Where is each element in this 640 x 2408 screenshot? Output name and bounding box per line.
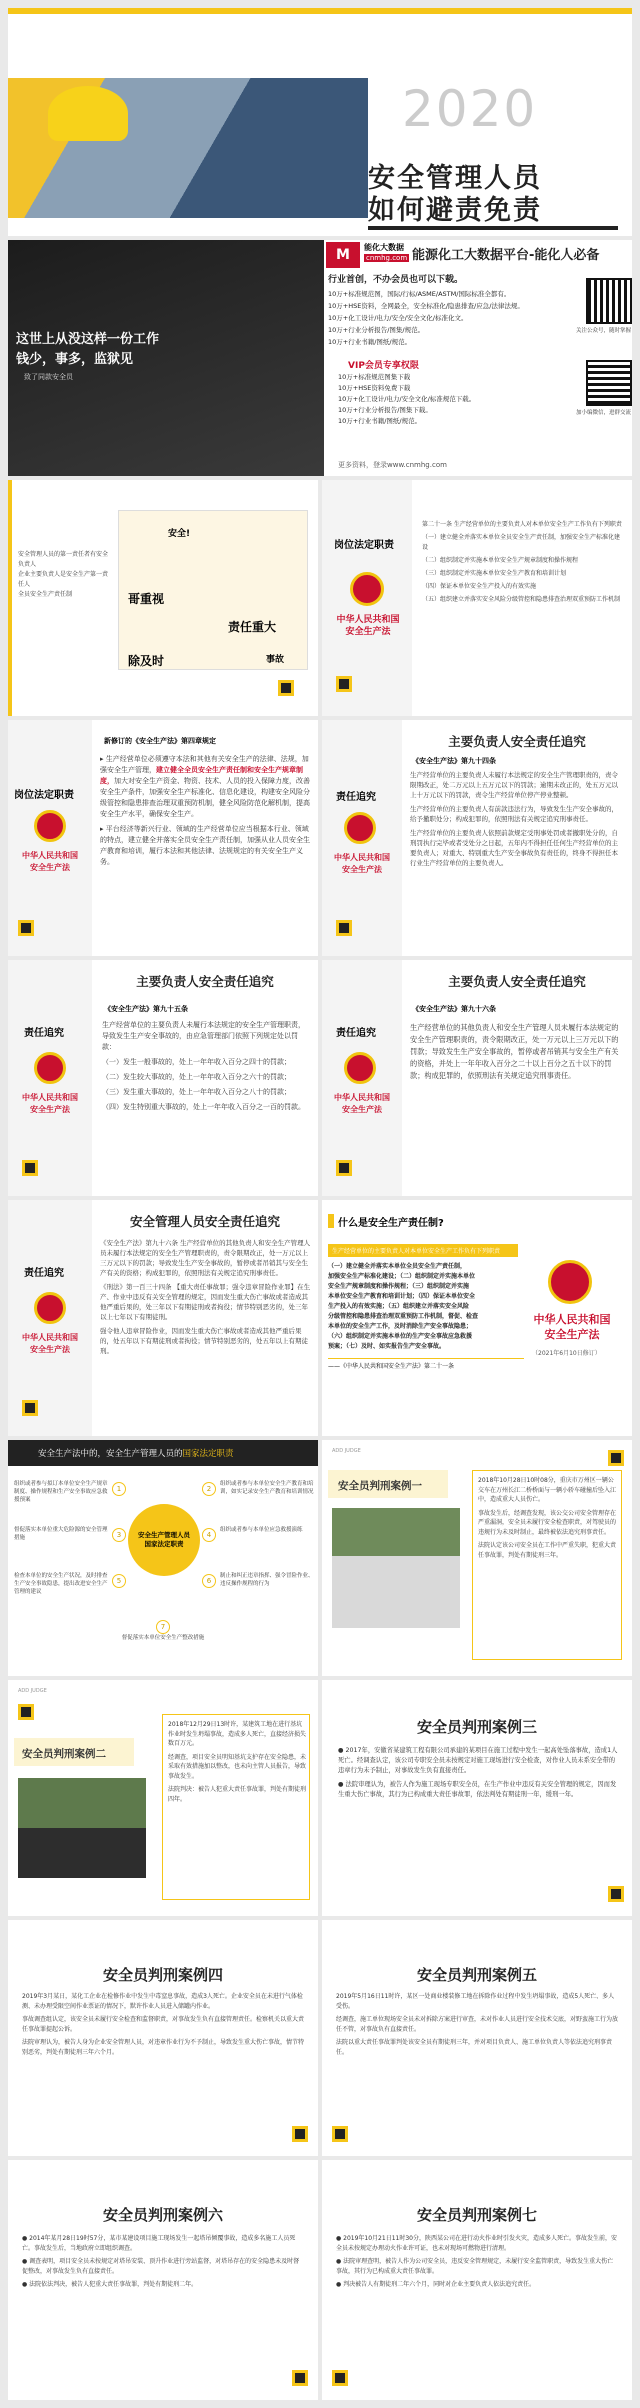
slide-10 [322,1200,632,1436]
slide-14-title: 安全员判刑案例三 [416,1718,537,1736]
list-item: （六）组织制定并实施本单位的生产安全事故应急救援 [328,1333,473,1340]
left-bar [8,480,12,716]
duty-number: 2 [202,1482,216,1496]
cartoon-label-4: 除及时 [128,654,165,668]
slide-15 [8,1920,318,2156]
slide-9-text: 《安全生产法》第九十六条 生产经营单位的其他负责人和安全生产管理人员未履行本法规定的安全生产管理职责的，责令限期改正，处一万元以上三万元以下的罚款；导致发生生产安全事故的，暂停或者吊销其与安全生产有关的资格；构成犯罪的，依照刑法有关规定追究刑事责任。 《刑法》第一百三十四条 【重大责任事故罪；强令违章冒险作业罪】在生产、作业中违反有关安全管理的规定，因而发生重大伤亡事故或者造成其他严重后果的，处三年以下有期徒刑或者拘役；情节特别恶劣的，处三年以上七年以下有期徒刑。 强令他人违章冒险作业，因而发生重大伤亡事故或者造成其他严重后果的，处五年以下有期徒刑或者拘役；情节特别恶劣的，处五年以上有期徒刑。 [100,1239,311,1355]
list-item: 企业主要负责人是安全生产第一责任人 [18,571,109,588]
slide-12-tag: ADD JUDGE [332,1448,361,1454]
corner-square [336,1160,352,1176]
duty-item: 组织或者参与本单位应急救援演练 [220,1527,303,1533]
list-item: 分级管控和隐患排查治理双重预防工作机制，督促、检查 [328,1313,479,1320]
list-item: （二）组织制定并实施本单位安全生产规章制度和操作规程 [422,557,579,564]
vip-list [338,372,568,427]
cover-title-1: 安全管理人员 [368,163,542,194]
national-emblem [344,1052,376,1084]
slide-5-title: 岗位法定职责 [14,790,74,801]
slide-10-text [328,1262,524,1352]
list-item: （四）保证本单位安全生产投入的有效实施 [422,583,537,590]
promo-line-3: 致了同款安全员 [24,373,73,381]
national-emblem [344,812,376,844]
duty-number: 7 [156,1620,170,1634]
slide-cover [8,8,632,236]
list-item: 安全生产规章制度和操作规程；（三）组织制定并实施 [328,1283,470,1290]
more-link[interactable]: 更多资料，登录www.cnmhg.com [338,461,447,469]
list-item: （三）发生重大事故的，处上一年年收入百分之八十的罚款； [102,1088,291,1096]
slide-13-title: 安全员判刑案例二 [22,1748,106,1760]
accident-photo [332,1508,460,1628]
list-item: 10万+化工设计/电力/安全文化/标准规范下载。 [338,395,476,403]
slide-8 [322,960,632,1196]
list-item: 10万+行业分析报告/图集下载。 [338,406,432,414]
slide-6-label: 责任追究 [336,792,376,803]
slide-17-title: 安全员判刑案例六 [102,2206,223,2224]
slide-10-question: 什么是安全生产责任制? [338,1218,444,1229]
slide-13-tag: ADD JUDGE [18,1688,47,1694]
list-item: 10万+化工设计/电力/安全/安全文化/标准化文。 [328,314,468,322]
slide-10-source: ——《中华人民共和国安全生产法》第二十一条 [328,1358,524,1370]
national-emblem [34,810,66,842]
slide-8-title: 主要负责人安全责任追究 [448,974,586,989]
list-item: （一）发生一般事故的，处上一年年收入百分之四十的罚款； [102,1058,291,1066]
slide-7 [8,960,318,1196]
national-emblem [350,572,384,606]
corner-square [18,920,34,936]
qr-caption-2: 加小编微信，进群交流 [576,410,632,416]
duty-item: 组织或者参与拟订本单位安全生产规章制度、操作规程和生产安全事故应急救援预案 [14,1481,108,1503]
corner-square [22,1160,38,1176]
list-item: 10万+标准规范图，国际/行标/ASME/ASTM/国际标准全都有。 [328,290,511,298]
list-item: 10万+标准规范图集下载 [338,373,411,381]
corner-square [292,2126,308,2142]
corner-square [278,680,294,696]
slide-7-text [102,1020,310,1117]
slide-11-title: 安全生产法中的，安全生产管理人员的国家法定职责 [38,1449,234,1459]
law-name: 中华人民共和国 安全生产法 [22,851,78,872]
corner-square [332,2370,348,2386]
center-label: 安全生产管理人员 国家法定职责 [138,1531,190,1548]
duty-number: 5 [112,1574,126,1588]
slide-4-title: 岗位法定职责 [334,540,394,551]
list-item: 10万+行业书籍/图纸/规范。 [338,417,422,425]
list-item: （三）组织制定并实施本单位安全生产教育和培训计划 [422,570,567,577]
list-item: 10万+HSE资料，全网最全，安全标准化/隐患排查/应急/法律法规。 [328,302,524,310]
slide-5-text: ▸ 生产经营单位必须遵守本法和其他有关安全生产的法律、法规，加强安全生产管理，建立健全全员安全生产责任制和安全生产规章制度，加大对安全生产资金、物资、技术、人员的投入保障力度，改善安全生产条件，加强安全生产标准化、信息化建设，构建安全风险分级管控和隐患排查治理双重预防机制，健全风险防范化解机制，提高安全生产水平，确保安全生产。 ▸ 平台经济等新兴行业、领域的生产经营单位应当根据本行业、领域的特点，建立健全并落实全员安全生产责任制，加强从业人员安全生产教育和培训，履行本法和其他法律、法规规定的有关安全生产义务。 [100,755,310,866]
top-bar [8,8,632,14]
brand-logo: M [326,242,360,268]
bullet-list [18,550,108,600]
slide-10-bar: 生产经营单位的主要负责人对本单位安全生产工作负有下列职责 [328,1244,518,1257]
duty-item: 制止和纠正违章指挥、强令冒险作业、违反操作规程的行为 [220,1573,314,1587]
promo-banner: 能源化工大数据平台-能化人必备 [412,248,600,263]
slide-7-label: 责任追究 [24,1028,64,1039]
slide-9 [8,1200,318,1436]
list-item: 10万+HSE资料免费下载 [338,384,411,392]
slide-9-title: 安全管理人员安全责任追究 [129,1214,280,1229]
law-name: 中华人民共和国 安全生产法 [533,1313,611,1341]
year: 2020 [402,80,538,138]
slide-4 [322,480,632,716]
slide-13 [8,1680,318,1916]
duty-number: 3 [112,1528,126,1542]
case-text: 2019年5月16日11时许，某区一处商业楼装修工地在拆除作业过程中发生坍塌事故，造成5人死亡、多人受伤。 经调查，施工单位现场安全员未对拆除方案进行审查，未对作业人员进行安全技术交底，对野蛮施工行为放任不管，对事故负有直接责任。 法院以重大责任事故罪判处该安全员有期徒刑三年，并对项目负责人、施工单位负责人等依法追究刑事责任。 [336,1993,619,2056]
corner-square [336,676,352,692]
list-item: 10万+行业分析报告/图集/规范。 [328,326,425,334]
helmet-graphic [48,86,128,141]
slide-8-label: 责任追究 [336,1028,376,1039]
list-item: 预案；（七）及时、如实报告生产安全事故。 [328,1343,446,1350]
list-item: 第二十一条 生产经营单位的主要负责人对本单位安全生产工作负有下列职责 [422,521,622,528]
brand-domain: cnmhg.com [366,254,408,262]
slide-6-head: 《安全生产法》第九十四条 [412,757,496,765]
list-item: （二）发生较大事故的，处上一年年收入百分之六十的罚款； [102,1073,291,1081]
corner-square [336,920,352,936]
duty-number: 4 [202,1528,216,1542]
slide-promo [8,240,632,476]
list-item: 本单位安全生产教育和培训计划；（四）保证本单位安全 [328,1293,476,1300]
cartoon-label-1: 安全! [168,529,191,539]
case-text: 2018年10月28日10时08分，重庆市万州区一辆公交车在万州长江二桥桥面与一辆小轿车碰撞后坠入江中，造成重大人员伤亡。 事故发生后，经调查发现，该公交公司安全管理存在严重漏洞，安全员未履行安全检查职责，对驾驶员的违规行为未及时制止，最终被依法追究刑事责任。 法院认定该公司安全员在工作中严重失职，犯重大责任事故罪，判处有期徒刑三年。 [478,1477,617,1559]
list-item: 全员安全生产责任制 [18,591,73,598]
slide-5 [8,720,318,956]
slide-15-title: 安全员判刑案例四 [102,1966,223,1984]
cartoon-label-2: 哥重视 [128,592,165,606]
qr-code-1 [588,280,630,322]
national-emblem [34,1052,66,1084]
national-emblem [548,1260,592,1304]
slide-12-title: 安全员判刑案例一 [338,1480,422,1492]
list-item: 本单位的安全生产工作，及时消除生产安全事故隐患； [328,1323,473,1330]
slide-9-label: 责任追究 [24,1268,64,1279]
list-item: （一）建立健全并落实本单位全员安全生产责任制， [328,1263,467,1270]
corner-square [608,1886,624,1902]
case-text: 2019年3月某日，某化工企业在检修作业中发生中毒窒息事故，造成3人死亡。企业安全员在未进行气体检测、未办理受限空间作业票证的情况下，默许作业人员进入储罐内作业。 事故调查组认定，该安全员未履行安全检查和监督职责，对事故发生负有直接管理责任。检察机关以重大责任事故罪提起公诉。 法院审理认为，被告人身为企业安全管理人员，对违章作业行为不予制止，导致发生重大伤亡事故，情节特别恶劣，判处有期徒刑三年六个月。 [22,1993,305,2056]
law-name: 中华人民共和国 安全生产法 [22,1093,78,1114]
qr-caption-1: 关注公众号，随时掌握 [576,328,632,334]
slide-7-head: 《安全生产法》第九十五条 [104,1005,188,1013]
accident-photo [18,1778,146,1878]
list-item: （一）建立健全并落实本单位全员安全生产责任制，加强安全生产标准化建设 [422,534,621,551]
law-date: （2021年6月10日修订） [532,1350,601,1357]
list-item: （四）发生特别重大事故的，处上一年年收入百分之一百的罚款。 [102,1103,305,1111]
slide-11 [8,1440,318,1676]
duty-item: 检查本单位的安全生产状况，及时排查生产安全事故隐患，提出改进安全生产管理的建议 [14,1573,108,1595]
slide-17 [8,2160,318,2400]
slide-12 [322,1440,632,1676]
law-name: 中华人民共和国 安全生产法 [22,1333,78,1354]
duty-item: 督促落实本单位重大危险源的安全管理措施 [14,1527,108,1541]
feature-list [328,288,568,348]
promo-slogan: 行业首创，不办会员也可以下载。 [328,275,464,285]
corner-square [608,1450,624,1466]
list-item: 10万+行业书籍/图纸/规范。 [328,338,412,346]
slide-7-title: 主要负责人安全责任追究 [136,974,274,989]
slide-18-title: 安全员判刑案例七 [416,2206,537,2224]
cover-title-2: 如何避责免责 [368,195,542,226]
title-marker [328,1214,334,1228]
case-text: 2018年12月29日13时许，某建筑工地在进行基坑作业时发生坍塌事故，造成多人死亡，直接经济损失数百万元。 经调查，项目安全员明知基坑支护存在安全隐患，未采取有效措施加以整改，也未向主管人员报告，导致事故发生。 法院判决：被告人犯重大责任事故罪，判处有期徒刑四年。 [168,1721,307,1803]
law-text [422,520,622,608]
list-item: 安全管理人员的第一责任者有安全负责人 [18,551,109,568]
case-text: ● 2017年，安徽省某建筑工程有限公司承建的某项目在施工过程中发生一起高处坠落事故，造成1人死亡。经调查认定，该公司专职安全员未按规定对施工现场进行安全检查，对作业人员未系安全带的违章行为未予制止，对事故发生负有直接责任。 ● 法院审理认为，被告人作为施工现场专职安全员，在生产作业中违反有关安全管理的规定，因而发生重大伤亡事故，其行为已构成重大责任事故罪，依法判处有期徒刑一年，缓刑一年。 [338,1747,618,1798]
corner-square [292,2370,308,2386]
duty-item: 督促落实本单位安全生产整改措施 [121,1635,205,1641]
brand-name: 能化大数据 [364,243,404,252]
list-item: 生产经营单位的主要负责人未履行本法规定的安全生产管理职责，导致发生生产安全事故的，由应急管理部门依照下列规定处以罚款： [102,1021,305,1051]
list-item: 生产投入的有效实施；（五）组织建立并落实安全风险 [328,1303,470,1310]
slide-14 [322,1680,632,1916]
list-item: 加强安全生产标准化建设；（二）组织制定并实施本单位 [328,1273,476,1280]
law-name: 中华人民共和国 安全生产法 [334,1093,390,1114]
law-name: 中华人民共和国 安全生产法 [334,853,390,874]
slide-8-text: 生产经营单位的其他负责人和安全生产管理人员未履行本法规定的安全生产管理职责的，责令限期改正，处一万元以上三万元以下的罚款；导致发生生产安全事故的，暂停或者吊销其与安全生产有关的资格，并处上一年年收入百分之二十以上百分之五十以下的罚款；构成犯罪的，依照刑法有关规定追究刑事责任。 [410,1023,619,1080]
promo-line-1: 这世上从没这样一份工作 [16,332,160,347]
list-item: （五）组织建立并落实安全风险分级管控和隐患排查治理双重预防工作机制 [422,596,621,603]
slide-6 [322,720,632,956]
corner-square [22,1400,38,1416]
slide-16 [322,1920,632,2156]
cartoon-label-5: 事故 [266,655,285,665]
corner-square [18,1704,34,1720]
corner-square [332,2126,348,2142]
case-text: ● 2014年某月28日19时57分，某市某建设项目施工现场发生一起塔吊倾覆事故，造成多名施工人员死亡。事故发生后，当地政府立即组织调查。 ● 调查表明，项目安全员未按规定对塔吊安装、顶升作业进行旁站监督，对塔吊存在的安全隐患未及时督促整改，对事故发生负有直接责任。 ● 法院依法判决，被告人犯重大责任事故罪，判处有期徒刑二年。 [22,2235,300,2288]
promo-line-2: 钱少，事多，监狱见 [16,352,134,367]
slide-3 [8,480,318,716]
slide-8-head: 《安全生产法》第九十六条 [412,1005,496,1013]
qr-code-2 [588,362,630,404]
duty-item: 组织或者参与本单位安全生产教育和培训，如实记录安全生产教育和培训情况 [220,1481,314,1495]
cartoon-label-3: 责任重大 [228,620,277,634]
slide-6-title: 主要负责人安全责任追究 [448,734,586,749]
slide-6-text: 生产经营单位的主要负责人未履行本法规定的安全生产管理职责的，责令限期改正，处二万元以上五万元以下的罚款；逾期未改正的，处五万元以上十万元以下的罚款，责令生产经营单位停产停业整顿。 生产经营单位的主要负责人有前款违法行为，导致发生生产安全事故的，给予撤职处分；构成犯罪的，依照刑法有关规定追究刑事责任。 生产经营单位的主要负责人依照前款规定受刑事处罚或者撤职处分的，自刑罚执行完毕或者受处分之日起，五年内不得担任任何生产经营单位的主要负责人；对重大、特别重大生产安全事故负有责任的，终身不得担任本行业生产经营单位的主要负责人。 [410,771,618,867]
vip-title: VIP会员专享权限 [348,361,419,371]
title-underline [368,226,618,230]
duty-number: 1 [112,1482,126,1496]
slide-16-title: 安全员判刑案例五 [416,1966,537,1984]
slide-5-head: 新修订的《安全生产法》第四章规定 [104,737,216,745]
duty-number: 6 [202,1574,216,1588]
law-name: 中华人民共和国 安全生产法 [336,615,400,637]
slide-18 [322,2160,632,2400]
case-text: ● 2019年10月21日11时30分，陕西某公司在进行动火作业时引发火灾，造成多人死亡。事故发生前，安全员未按规定办理动火作业许可证，也未对现场可燃物进行清理。 ● 法院审理查明，被告人作为公司安全员，违反安全管理规定，未履行安全监管职责，导致发生重大伤亡事故，其行为已构成重大责任事故罪。 ● 判决被告人有期徒刑二年六个月，同时对企业主要负责人依法追究责任。 [336,2235,617,2288]
national-emblem [34,1292,66,1324]
